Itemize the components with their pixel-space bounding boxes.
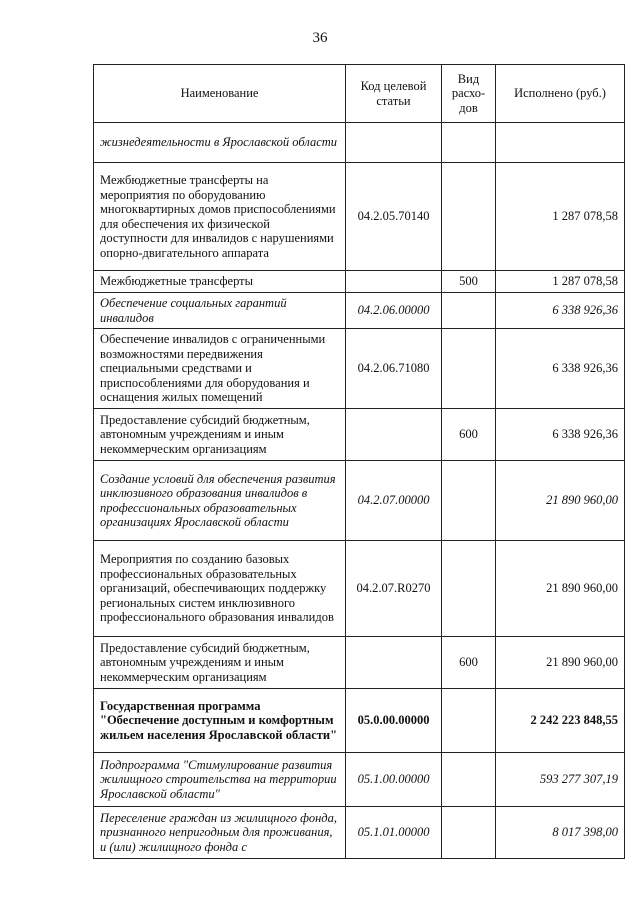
- cell-sum: [496, 123, 625, 163]
- cell-code: 05.1.01.00000: [346, 807, 442, 859]
- cell-sum: 1 287 078,58: [496, 271, 625, 293]
- cell-code: 04.2.06.00000: [346, 293, 442, 329]
- budget-table: [93, 64, 625, 859]
- cell-kind: 500: [442, 271, 496, 293]
- header-sum: Исполнено (руб.): [496, 65, 625, 123]
- cell-code: [346, 409, 442, 461]
- table-row: [94, 163, 625, 271]
- cell-name: Межбюджетные трансферты: [94, 271, 346, 293]
- cell-sum: 21 890 960,00: [496, 637, 625, 689]
- cell-sum: 21 890 960,00: [496, 541, 625, 637]
- cell-sum: 1 287 078,58: [496, 163, 625, 271]
- header-name: Наименование: [94, 65, 346, 123]
- page-number: 36: [312, 30, 328, 46]
- cell-code: 04.2.05.70140: [346, 163, 442, 271]
- cell-code: [346, 271, 442, 293]
- cell-kind: [442, 753, 496, 807]
- cell-name: жизнедеятельности в Ярославской области: [94, 123, 346, 163]
- cell-kind: [442, 293, 496, 329]
- table-row: [94, 293, 625, 329]
- cell-kind: [442, 541, 496, 637]
- cell-sum: 6 338 926,36: [496, 329, 625, 409]
- cell-code: 04.2.07.00000: [346, 461, 442, 541]
- cell-name: Переселение граждан из жилищного фонда, признанного непригодным для проживания, и (или) жилищного фонда с: [94, 807, 346, 859]
- table-row: [94, 409, 625, 461]
- cell-name: Создание условий для обеспечения развития инклюзивного образования инвалидов в профессиональных образовательных организациях Ярославской области: [94, 461, 346, 541]
- cell-name: Предоставление субсидий бюджетным, автономным учреждениям и иным некоммерческим организациям: [94, 637, 346, 689]
- table-row: [94, 637, 625, 689]
- cell-name: Обеспечение инвалидов с ограниченными возможностями передвижения специальными средствами и приспособлениями для оборудования и оснащения жилых помещений: [94, 329, 346, 409]
- cell-sum: 21 890 960,00: [496, 461, 625, 541]
- cell-kind: [442, 461, 496, 541]
- cell-name: Межбюджетные трансферты на мероприятия по оборудованию многоквартирных домов приспособлениями для обеспечения их физической доступности для инвалидов с нарушениями опорно-двигательного аппарата: [94, 163, 346, 271]
- cell-name: Подпрограмма "Стимулирование развития жилищного строительства на территории Ярославской области": [94, 753, 346, 807]
- table-row: [94, 807, 625, 859]
- cell-code: 05.0.00.00000: [346, 689, 442, 753]
- cell-name: Предоставление субсидий бюджетным, автономным учреждениям и иным некоммерческим организациям: [94, 409, 346, 461]
- cell-sum: 593 277 307,19: [496, 753, 625, 807]
- cell-sum: 6 338 926,36: [496, 409, 625, 461]
- cell-kind: [442, 689, 496, 753]
- header-kind: Вид расхо-дов: [442, 65, 496, 123]
- table-row: [94, 461, 625, 541]
- cell-kind: 600: [442, 637, 496, 689]
- table-row: [94, 689, 625, 753]
- table-body: [94, 123, 625, 859]
- table-row: [94, 271, 625, 293]
- cell-sum: 8 017 398,00: [496, 807, 625, 859]
- cell-sum: 2 242 223 848,55: [496, 689, 625, 753]
- table-header-row: [94, 65, 625, 123]
- cell-name: Обеспечение социальных гарантий инвалидов: [94, 293, 346, 329]
- cell-kind: 600: [442, 409, 496, 461]
- cell-code: [346, 637, 442, 689]
- cell-code: 04.2.06.71080: [346, 329, 442, 409]
- table-row: [94, 541, 625, 637]
- cell-kind: [442, 329, 496, 409]
- cell-name: Мероприятия по созданию базовых профессиональных образовательных организаций, обеспечивающих поддержку региональных систем инклюзивного профессионального образования инвалидов: [94, 541, 346, 637]
- cell-sum: 6 338 926,36: [496, 293, 625, 329]
- cell-kind: [442, 163, 496, 271]
- table-row: [94, 753, 625, 807]
- cell-code: 05.1.00.00000: [346, 753, 442, 807]
- cell-code: 04.2.07.R0270: [346, 541, 442, 637]
- cell-kind: [442, 807, 496, 859]
- cell-kind: [442, 123, 496, 163]
- table-row: [94, 123, 625, 163]
- header-code: Код целевой статьи: [346, 65, 442, 123]
- cell-name: Государственная программа "Обеспечение доступным и комфортным жильем населения Ярославской области": [94, 689, 346, 753]
- table-row: [94, 329, 625, 409]
- cell-code: [346, 123, 442, 163]
